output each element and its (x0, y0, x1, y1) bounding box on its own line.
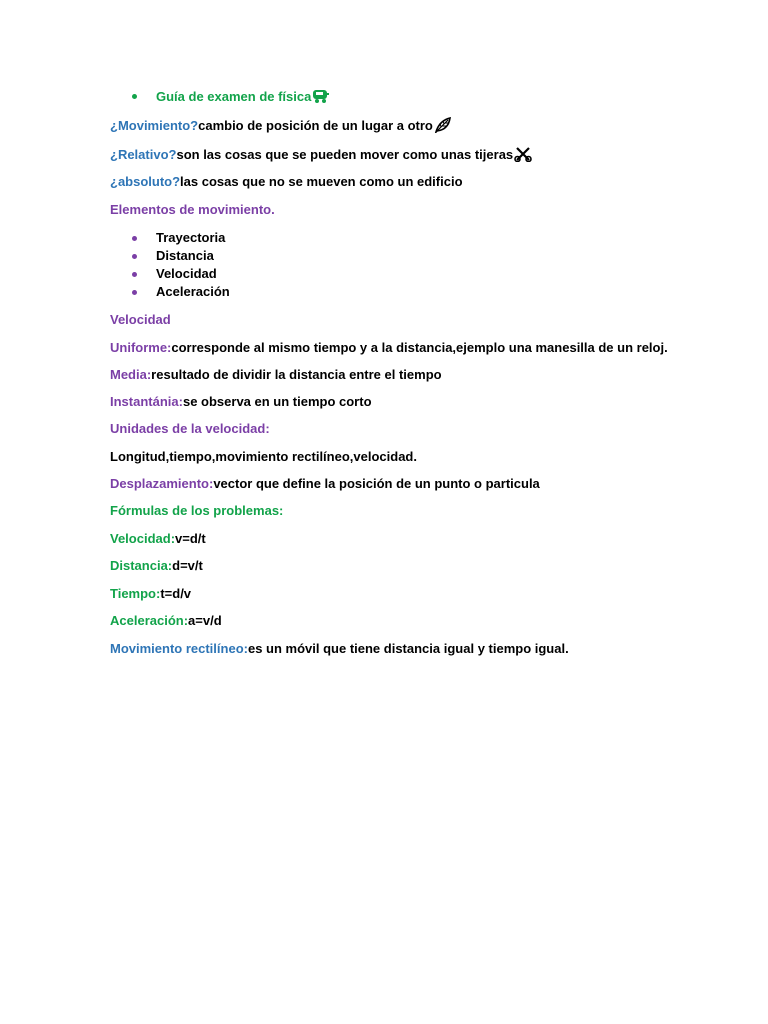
heading-elementos: Elementos de movimiento. (110, 202, 275, 217)
text-instantania: se observa en un tiempo corto (182, 394, 372, 409)
document-title (156, 88, 330, 108)
bullet-dot (132, 254, 137, 259)
text-formula-distancia: d=v/t (172, 558, 203, 573)
text-media: resultado de dividir la distancia entre el tiempo (151, 367, 442, 382)
leaf-icon (434, 117, 452, 137)
def-desplazamiento (110, 476, 540, 492)
list-item (156, 284, 230, 300)
title-text: Guía de examen de física (156, 89, 312, 104)
term-relativo: ¿Relativo? (110, 147, 177, 162)
list-item (156, 266, 217, 282)
text-relativo: son las cosas que se pueden mover como unas tijeras (176, 147, 514, 162)
list-item-label: Aceleración (156, 284, 230, 299)
text-absoluto: las cosas que no se mueven como un edificio (180, 174, 463, 189)
def-relativo (110, 146, 532, 166)
list-item (156, 230, 225, 246)
def-movimiento (110, 117, 452, 137)
term-movimiento: ¿Movimiento? (110, 118, 199, 133)
text-movimiento: cambio de posición de un lugar a otro (198, 118, 433, 133)
term-instantania: Instantánia: (110, 394, 183, 409)
term-absoluto: ¿absoluto? (110, 174, 181, 189)
term-uniforme: Uniforme: (110, 340, 172, 355)
list-item (156, 248, 214, 264)
text-desplazamiento: vector que define la posición de un punto o particula (213, 476, 540, 491)
formula-tiempo (110, 586, 191, 602)
bullet-dot (132, 290, 137, 295)
def-rectilineo (110, 641, 569, 657)
text-formula-tiempo: t=d/v (160, 586, 192, 601)
heading-formulas: Fórmulas de los problemas: (110, 503, 284, 518)
text-unidades: Longitud,tiempo,movimiento rectilíneo,velocidad. (110, 449, 417, 464)
list-item-label: Velocidad (156, 266, 217, 281)
formula-velocidad (110, 531, 206, 547)
def-absoluto (110, 174, 463, 190)
scissors-icon (514, 146, 532, 166)
term-rectilineo: Movimiento rectilíneo: (110, 641, 248, 656)
bullet-dot (132, 272, 137, 277)
term-formula-aceleracion: Aceleración: (110, 613, 189, 628)
term-desplazamiento: Desplazamiento: (110, 476, 214, 491)
heading-velocidad: Velocidad (110, 312, 171, 327)
text-formula-aceleracion: a=v/d (188, 613, 222, 628)
list-item-label: Distancia (156, 248, 214, 263)
list-item-label: Trayectoria (156, 230, 226, 245)
bullet-dot (132, 94, 137, 99)
bullet-dot (132, 236, 137, 241)
formula-aceleracion (110, 613, 222, 629)
text-formula-velocidad: v=d/t (175, 531, 206, 546)
formula-distancia (110, 558, 203, 574)
def-instantania (110, 394, 372, 410)
def-uniforme (110, 340, 668, 356)
heading-unidades: Unidades de la velocidad: (110, 421, 270, 436)
term-formula-tiempo: Tiempo: (110, 586, 161, 601)
term-formula-distancia: Distancia: (110, 558, 173, 573)
bus-icon (312, 88, 330, 108)
text-rectilineo: es un móvil que tiene distancia igual y tiempo igual. (247, 641, 569, 656)
text-uniforme: corresponde al mismo tiempo y a la distancia,ejemplo una manesilla de un reloj. (171, 340, 668, 355)
term-media: Media: (110, 367, 152, 382)
term-formula-velocidad: Velocidad: (110, 531, 176, 546)
def-media (110, 367, 442, 383)
